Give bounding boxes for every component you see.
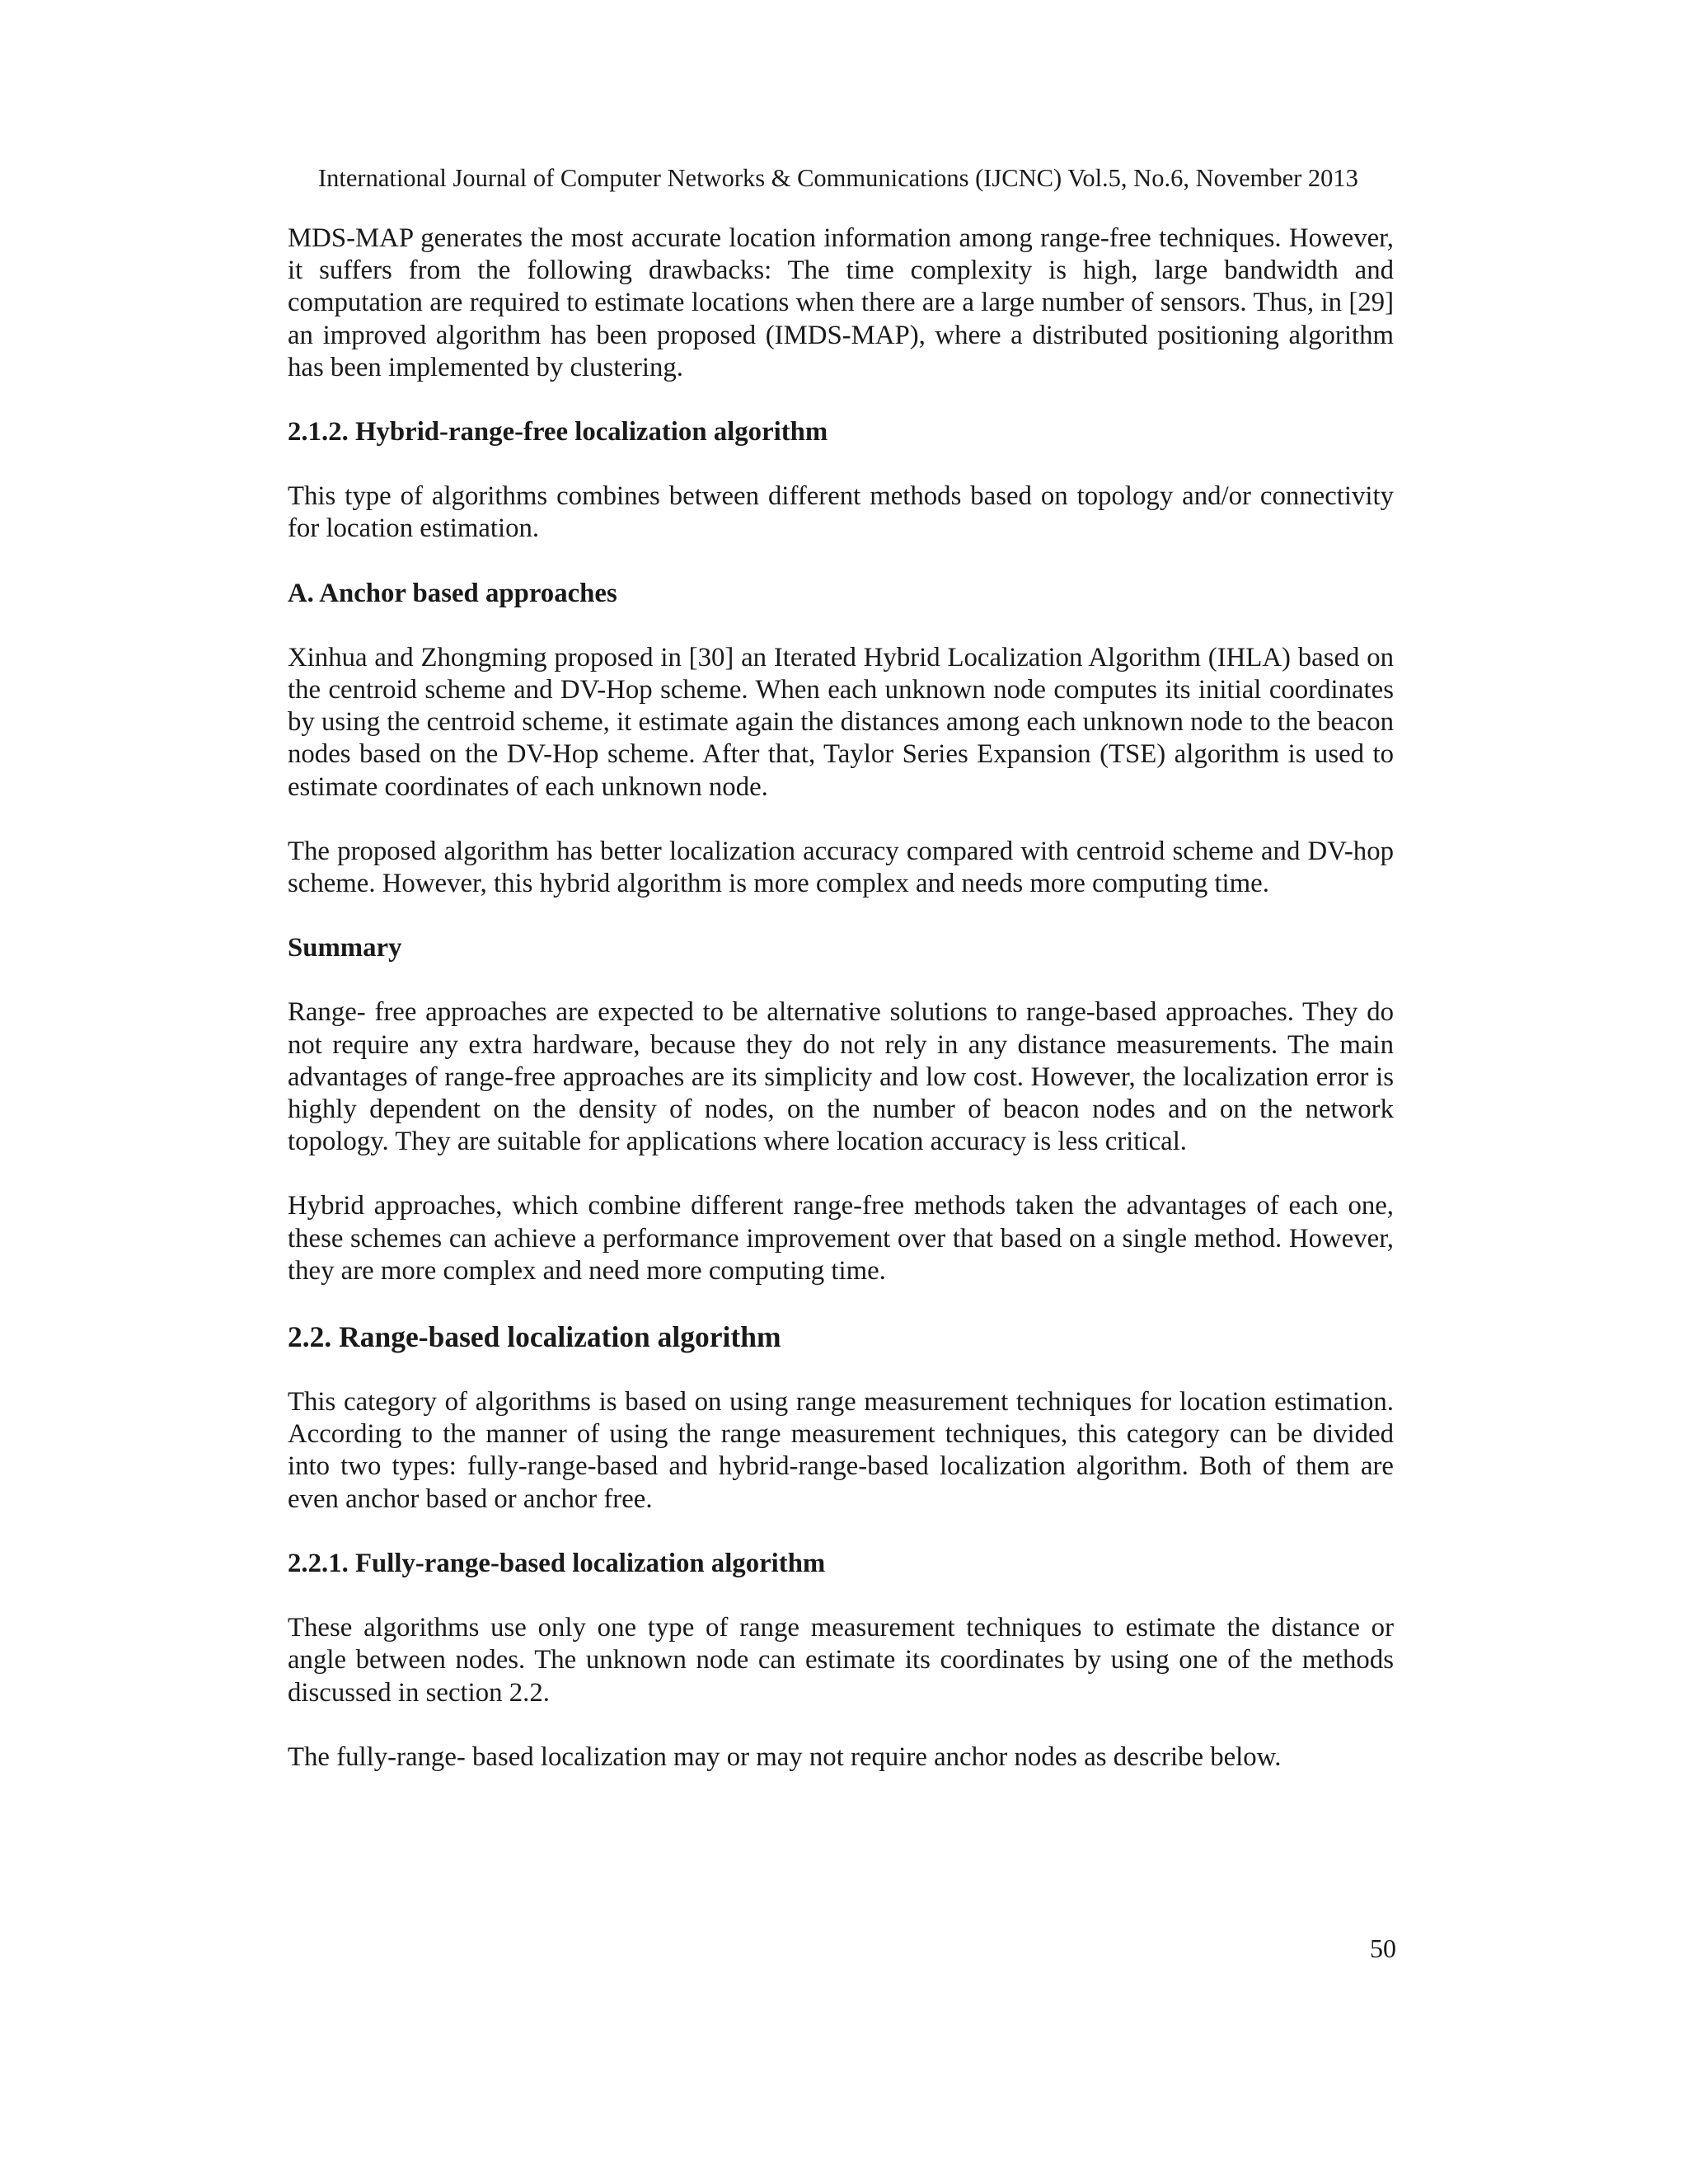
heading-2-2-1: 2.2.1. Fully-range-based localization algorithm — [288, 1548, 826, 1578]
heading-summary: Summary — [288, 933, 402, 963]
paragraph-hybrid-range-free: This type of algorithms combines between different methods based on topology and/or connectivity for location estimation. — [288, 481, 1394, 544]
paragraph-range-based-category: This category of algorithms is based on using range measurement techniques for location estimation. According to the manner of using the range measurement techniques, this category can be divided into two types: fully-range-based and hybrid-range-based localization algorithm. Both of them are even anchor based or anchor free. — [288, 1387, 1394, 1514]
page-number: 50 — [1370, 1933, 1396, 1963]
running-header: International Journal of Computer Networks & Communications (IJCNC) Vol.5, No.6, November 2013 — [318, 164, 1358, 192]
page-body — [288, 223, 1394, 1774]
paragraph-hybrid-approaches: Hybrid approaches, which combine different range-free methods taken the advantages of each one, these schemes can achieve a performance improvement over that based on a single method. However, they are more complex and need more computing time. — [288, 1191, 1394, 1286]
paragraph-proposed-algorithm: The proposed algorithm has better localization accuracy compared with centroid scheme and DV-hop scheme. However, this hybrid algorithm is more complex and needs more computing time. — [288, 836, 1394, 899]
heading-2-1-2: 2.1.2. Hybrid-range-free localization algorithm — [288, 417, 828, 448]
heading-anchor-based: A. Anchor based approaches — [288, 578, 617, 608]
paragraph-fully-range-based: These algorithms use only one type of range measurement techniques to estimate the distance or angle between nodes. The unknown node can estimate its coordinates by using one of the methods discussed in section 2.2. — [288, 1613, 1394, 1708]
paragraph-mds-map: MDS-MAP generates the most accurate location information among range-free techniques. However, it suffers from the following drawbacks: The time complexity is high, large bandwidth and computation are required to estimate locations when there are a large number of sensors. Thus, in [29] an improved algorithm has been proposed (IMDS-MAP), where a distributed positioning algorithm has been implemented by clustering. — [288, 223, 1394, 382]
paragraph-anchor-nodes: The fully-range- based localization may or may not require anchor nodes as describe below. — [288, 1741, 1282, 1772]
paragraph-range-free-summary: Range- free approaches are expected to be alternative solutions to range-based approaches. They do not require any extra hardware, because they do not rely in any distance measurements. The main advantages of range-free approaches are its simplicity and low cost. However, the localization error is highly dependent on the density of nodes, on the number of beacon nodes and on the network topology. They are suitable for applications where location accuracy is less critical. — [288, 997, 1394, 1157]
paragraph-ihla: Xinhua and Zhongming proposed in [30] an Iterated Hybrid Localization Algorithm (IHLA) based on the centroid scheme and DV-Hop scheme. When each unknown node computes its initial coordinates by using the centroid scheme, it estimate again the distances among each unknown node to the beacon nodes based on the DV-Hop scheme. After that, Taylor Series Expansion (TSE) algorithm is used to estimate coordinates of each unknown node. — [288, 642, 1394, 802]
heading-2-2: 2.2. Range-based localization algorithm — [288, 1320, 781, 1354]
